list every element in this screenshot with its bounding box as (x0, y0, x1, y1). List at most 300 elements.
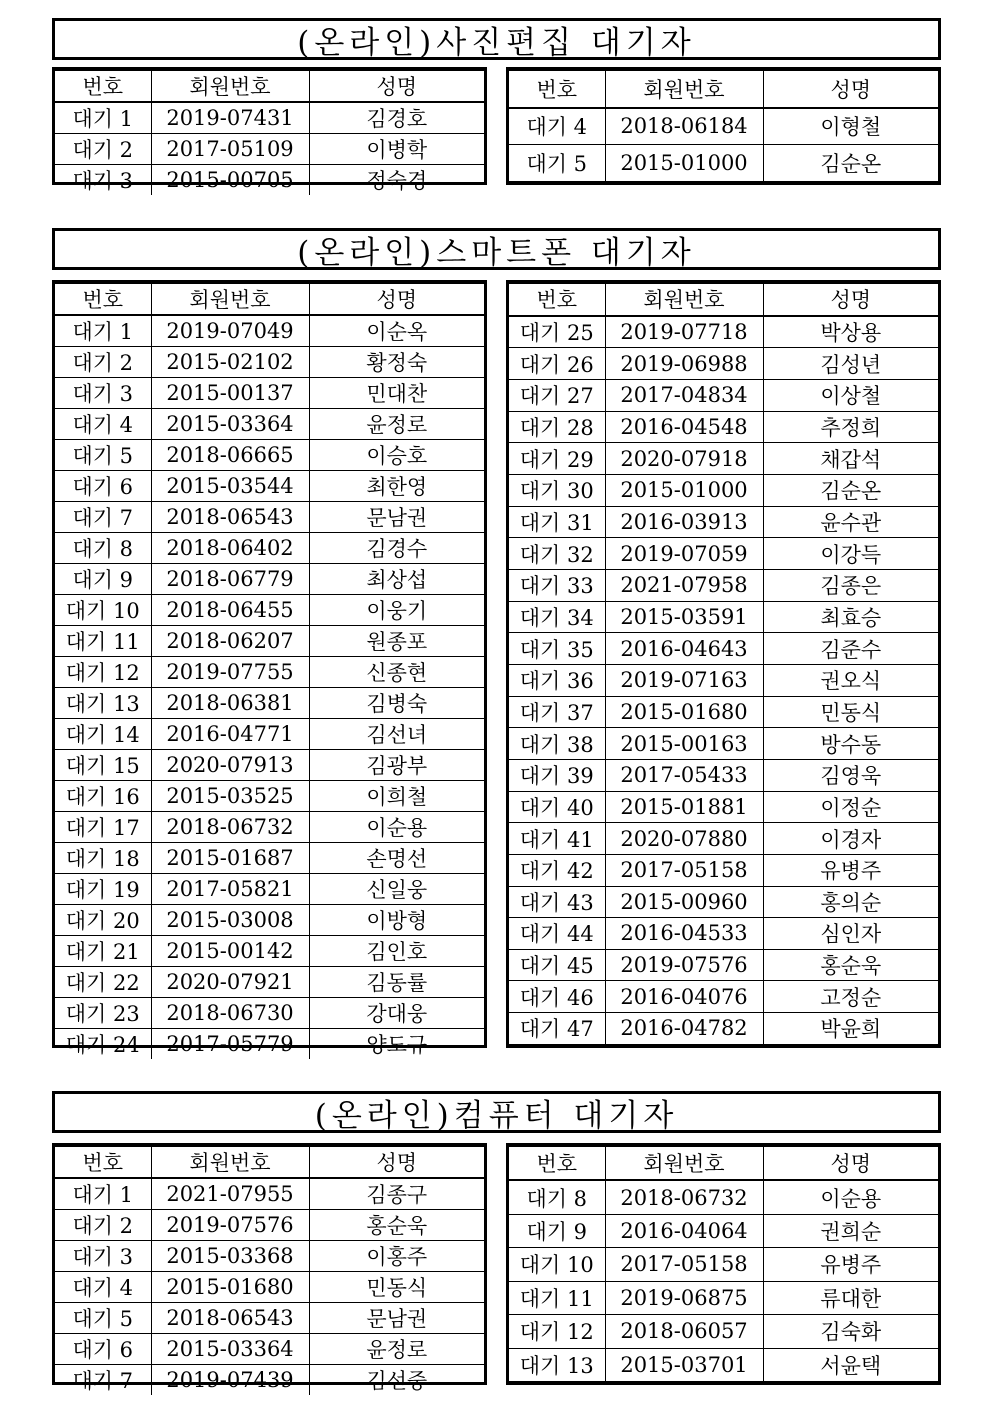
cell-name (763, 1381, 938, 1382)
cell-name: 이형철 (763, 108, 938, 145)
cell-member-id: 2015-03368 (151, 1241, 309, 1272)
cell-wait-no: 대기 47 (509, 1013, 605, 1045)
cell-name: 김성년 (763, 348, 938, 380)
cell-member-id: 2017-05821 (151, 874, 309, 905)
cell-member-id: 2018-06381 (151, 688, 309, 719)
cell-wait-no: 대기 43 (509, 886, 605, 918)
table-row (55, 626, 484, 657)
cell-member-id: 2018-06730 (151, 998, 309, 1029)
cell-name: 강대웅 (309, 998, 484, 1029)
table-row (509, 854, 938, 886)
cell-member-id: 2020-07913 (151, 750, 309, 781)
cell-member-id: 2019-06875 (605, 1281, 763, 1314)
cell-wait-no: 대기 25 (509, 316, 605, 348)
cell-member-id: 2015-03544 (151, 471, 309, 502)
table-row (509, 474, 938, 506)
cell-wait-no: 대기 34 (509, 601, 605, 633)
cell-member-id (605, 181, 763, 182)
table-row (55, 378, 484, 409)
table-row (509, 918, 938, 950)
section-title: (온라인)컴퓨터 대기자 (52, 1091, 941, 1133)
cell-name: 이정순 (763, 791, 938, 823)
cell-name: 김준수 (763, 633, 938, 665)
cell-member-id: 2017-04834 (605, 380, 763, 412)
cell-member-id: 2015-00960 (605, 886, 763, 918)
cell-name: 김광부 (309, 750, 484, 781)
cell-member-id: 2019-07576 (605, 949, 763, 981)
cell-wait-no: 대기 9 (55, 564, 151, 595)
cell-wait-no: 대기 4 (509, 108, 605, 145)
table-row (55, 750, 484, 781)
cell-member-id: 2016-04064 (605, 1214, 763, 1247)
cell-member-id: 2016-04076 (605, 981, 763, 1013)
cell-member-id: 2015-02102 (151, 347, 309, 378)
table-row (509, 348, 938, 380)
table-row (55, 998, 484, 1029)
cell-wait-no: 대기 1 (55, 102, 151, 134)
table-row (509, 791, 938, 823)
cell-member-id: 2016-04782 (605, 1013, 763, 1045)
cell-wait-no: 대기 10 (509, 1248, 605, 1281)
table-row (509, 1315, 938, 1348)
cell-member-id: 2015-00142 (151, 936, 309, 967)
cell-wait-no: 대기 31 (509, 506, 605, 538)
cell-member-id: 2019-06988 (605, 348, 763, 380)
cell-name: 손명선 (309, 843, 484, 874)
header-name: 성명 (309, 284, 484, 316)
table-row (509, 1348, 938, 1381)
cell-member-id: 2015-00137 (151, 378, 309, 409)
cell-wait-no: 대기 28 (509, 411, 605, 443)
cell-name: 권희순 (763, 1214, 938, 1247)
table-row (55, 1365, 484, 1396)
cell-name: 김선녀 (309, 719, 484, 750)
table-row (55, 471, 484, 502)
cell-wait-no: 대기 29 (509, 443, 605, 475)
waitlist-table-right (506, 280, 941, 1048)
cell-wait-no: 대기 35 (509, 633, 605, 665)
cell-member-id (605, 1381, 763, 1382)
cell-member-id: 2019-07718 (605, 316, 763, 348)
cell-wait-no: 대기 14 (55, 719, 151, 750)
cell-name: 이경자 (763, 823, 938, 855)
cell-member-id: 2020-07918 (605, 443, 763, 475)
table-row (509, 759, 938, 791)
section-computer (52, 1091, 941, 1393)
cell-name: 권오식 (763, 664, 938, 696)
cell-member-id: 2021-07955 (151, 1178, 309, 1210)
waitlist-table-left (52, 280, 487, 1057)
cell-member-id: 2015-01881 (605, 791, 763, 823)
header-member-id: 회원번호 (151, 284, 309, 316)
cell-name: 황정숙 (309, 347, 484, 378)
cell-name: 김인호 (309, 936, 484, 967)
table-row (509, 380, 938, 412)
cell-member-id: 2015-01680 (605, 696, 763, 728)
cell-name: 박상용 (763, 316, 938, 348)
table-header-row (55, 284, 484, 316)
cell-member-id: 2019-07576 (151, 1210, 309, 1241)
cell-member-id: 2019-07049 (151, 315, 309, 347)
cell-name: 최한영 (309, 471, 484, 502)
cell-wait-no: 대기 45 (509, 949, 605, 981)
waitlist-table (55, 1146, 484, 1395)
table-header-row (509, 71, 938, 108)
cell-name: 김숙화 (763, 1315, 938, 1348)
cell-name: 양도규 (309, 1029, 484, 1060)
table-row (509, 411, 938, 443)
cell-wait-no: 대기 36 (509, 664, 605, 696)
cell-name: 이순옥 (309, 315, 484, 347)
table-row (509, 506, 938, 538)
header-member-id: 회원번호 (151, 71, 309, 103)
cell-member-id: 2018-06455 (151, 595, 309, 626)
cell-name: 김순온 (763, 145, 938, 182)
cell-wait-no: 대기 30 (509, 474, 605, 506)
waitlist-table-right (506, 67, 941, 185)
cell-name: 윤정로 (309, 1334, 484, 1365)
table-row (509, 1044, 938, 1045)
cell-member-id: 2015-01000 (605, 145, 763, 182)
cell-member-id: 2017-05158 (605, 854, 763, 886)
table-row (55, 564, 484, 595)
table-row (55, 967, 484, 998)
table-row (509, 886, 938, 918)
table-row (55, 1178, 484, 1210)
table-row (55, 315, 484, 347)
cell-name: 홍순욱 (309, 1210, 484, 1241)
table-row (509, 1180, 938, 1214)
cell-wait-no (509, 1381, 605, 1382)
table-row (55, 1303, 484, 1334)
cell-wait-no: 대기 12 (55, 657, 151, 688)
cell-name: 유병주 (763, 1248, 938, 1281)
cell-wait-no: 대기 2 (55, 1210, 151, 1241)
cell-wait-no: 대기 11 (509, 1281, 605, 1314)
section-title: (온라인)스마트폰 대기자 (52, 228, 941, 270)
cell-member-id: 2019-07163 (605, 664, 763, 696)
cell-member-id: 2018-06184 (605, 108, 763, 145)
cell-member-id: 2018-06402 (151, 533, 309, 564)
table-row (509, 633, 938, 665)
header-name: 성명 (763, 284, 938, 316)
table-row (55, 440, 484, 471)
cell-name: 윤정로 (309, 409, 484, 440)
cell-member-id: 2015-03591 (605, 601, 763, 633)
table-row (55, 719, 484, 750)
cell-member-id: 2018-06057 (605, 1315, 763, 1348)
waitlist-table (509, 70, 938, 182)
cell-name: 윤수관 (763, 506, 938, 538)
cell-wait-no: 대기 39 (509, 759, 605, 791)
cell-name: 유병주 (763, 854, 938, 886)
cell-wait-no: 대기 6 (55, 1334, 151, 1365)
cell-name: 심인자 (763, 918, 938, 950)
cell-member-id: 2019-07059 (605, 538, 763, 570)
cell-name: 김종은 (763, 569, 938, 601)
cell-wait-no: 대기 16 (55, 781, 151, 812)
cell-name: 방수동 (763, 728, 938, 760)
table-row (509, 538, 938, 570)
cell-name: 채갑석 (763, 443, 938, 475)
header-member-id: 회원번호 (605, 1147, 763, 1181)
cell-name: 최효승 (763, 601, 938, 633)
header-no: 번호 (509, 1147, 605, 1181)
cell-member-id: 2016-04533 (605, 918, 763, 950)
cell-member-id: 2015-01000 (605, 474, 763, 506)
table-row (509, 1248, 938, 1281)
cell-name: 추정희 (763, 411, 938, 443)
cell-name: 최상섭 (309, 564, 484, 595)
cell-name: 이희철 (309, 781, 484, 812)
cell-name: 김종구 (309, 1178, 484, 1210)
table-row (55, 1210, 484, 1241)
cell-name: 문남권 (309, 1303, 484, 1334)
table-row (55, 1272, 484, 1303)
cell-name: 김순온 (763, 474, 938, 506)
table-row (55, 165, 484, 196)
cell-name: 김영욱 (763, 759, 938, 791)
cell-wait-no: 대기 44 (509, 918, 605, 950)
cell-member-id: 2016-04548 (605, 411, 763, 443)
cell-wait-no: 대기 33 (509, 569, 605, 601)
cell-wait-no: 대기 1 (55, 315, 151, 347)
table-row (55, 409, 484, 440)
cell-wait-no: 대기 37 (509, 696, 605, 728)
cell-wait-no: 대기 5 (509, 145, 605, 182)
table-row (509, 443, 938, 475)
table-row (55, 347, 484, 378)
header-no: 번호 (55, 71, 151, 103)
cell-wait-no: 대기 18 (55, 843, 151, 874)
cell-member-id: 2018-06543 (151, 502, 309, 533)
cell-wait-no: 대기 4 (55, 409, 151, 440)
table-row (55, 502, 484, 533)
table-row (55, 688, 484, 719)
waitlist-table (509, 1146, 938, 1382)
cell-wait-no: 대기 23 (55, 998, 151, 1029)
table-row (509, 569, 938, 601)
cell-name: 이방형 (309, 905, 484, 936)
cell-member-id: 2016-04643 (605, 633, 763, 665)
cell-wait-no: 대기 32 (509, 538, 605, 570)
cell-name: 서윤택 (763, 1348, 938, 1381)
cell-member-id: 2018-06207 (151, 626, 309, 657)
cell-wait-no: 대기 9 (509, 1214, 605, 1247)
cell-wait-no: 대기 42 (509, 854, 605, 886)
cell-name: 민대찬 (309, 378, 484, 409)
cell-wait-no: 대기 1 (55, 1178, 151, 1210)
table-row (55, 843, 484, 874)
header-name: 성명 (763, 1147, 938, 1181)
table-row (55, 102, 484, 134)
section-title: (온라인)사진편집 대기자 (52, 18, 941, 60)
cell-wait-no: 대기 13 (509, 1348, 605, 1381)
cell-name: 이상철 (763, 380, 938, 412)
table-row (509, 823, 938, 855)
cell-name: 민동식 (309, 1272, 484, 1303)
cell-wait-no: 대기 24 (55, 1029, 151, 1060)
cell-wait-no: 대기 11 (55, 626, 151, 657)
cell-wait-no: 대기 22 (55, 967, 151, 998)
cell-member-id (605, 1044, 763, 1045)
cell-member-id: 2015-03525 (151, 781, 309, 812)
cell-name: 김경수 (309, 533, 484, 564)
cell-name: 박윤희 (763, 1013, 938, 1045)
table-row (509, 601, 938, 633)
cell-wait-no: 대기 27 (509, 380, 605, 412)
table-row (509, 145, 938, 182)
cell-member-id: 2019-07439 (151, 1365, 309, 1396)
cell-name: 고정순 (763, 981, 938, 1013)
cell-wait-no: 대기 41 (509, 823, 605, 855)
cell-wait-no: 대기 46 (509, 981, 605, 1013)
cell-wait-no: 대기 2 (55, 134, 151, 165)
cell-member-id: 2015-00705 (151, 165, 309, 196)
cell-wait-no: 대기 3 (55, 378, 151, 409)
waitlist-table (509, 283, 938, 1045)
cell-wait-no: 대기 7 (55, 1365, 151, 1396)
cell-wait-no: 대기 38 (509, 728, 605, 760)
cell-member-id: 2019-07431 (151, 102, 309, 134)
header-member-id: 회원번호 (151, 1147, 309, 1179)
cell-member-id: 2015-03364 (151, 1334, 309, 1365)
cell-wait-no: 대기 2 (55, 347, 151, 378)
table-header-row (509, 1147, 938, 1181)
cell-name: 이강득 (763, 538, 938, 570)
table-row (55, 134, 484, 165)
cell-name: 홍순욱 (763, 949, 938, 981)
cell-wait-no: 대기 12 (509, 1315, 605, 1348)
table-row (55, 657, 484, 688)
header-member-id: 회원번호 (605, 71, 763, 108)
waitlist-table (55, 70, 484, 195)
header-name: 성명 (309, 1147, 484, 1179)
header-name: 성명 (309, 71, 484, 103)
cell-name: 정숙경 (309, 165, 484, 196)
cell-wait-no: 대기 8 (55, 533, 151, 564)
cell-member-id: 2017-05109 (151, 134, 309, 165)
cell-member-id: 2021-07958 (605, 569, 763, 601)
header-no: 번호 (55, 284, 151, 316)
cell-name: 이병학 (309, 134, 484, 165)
header-name: 성명 (763, 71, 938, 108)
cell-member-id: 2015-00163 (605, 728, 763, 760)
cell-member-id: 2015-01680 (151, 1272, 309, 1303)
cell-wait-no: 대기 20 (55, 905, 151, 936)
cell-wait-no: 대기 4 (55, 1272, 151, 1303)
cell-wait-no: 대기 3 (55, 1241, 151, 1272)
header-no: 번호 (509, 284, 605, 316)
cell-member-id: 2018-06543 (151, 1303, 309, 1334)
table-row (509, 108, 938, 145)
cell-member-id: 2020-07880 (605, 823, 763, 855)
cell-wait-no: 대기 17 (55, 812, 151, 843)
waitlist-table-left (52, 1143, 487, 1393)
cell-name: 이순용 (763, 1180, 938, 1214)
cell-wait-no: 대기 10 (55, 595, 151, 626)
table-row (509, 664, 938, 696)
table-row (55, 595, 484, 626)
cell-member-id: 2015-01687 (151, 843, 309, 874)
waitlist-table (55, 283, 484, 1059)
section-photo-editing (52, 18, 941, 193)
cell-wait-no: 대기 26 (509, 348, 605, 380)
cell-name: 이순용 (309, 812, 484, 843)
cell-member-id: 2017-05158 (605, 1248, 763, 1281)
cell-member-id: 2016-04771 (151, 719, 309, 750)
cell-wait-no: 대기 19 (55, 874, 151, 905)
cell-wait-no (509, 181, 605, 182)
waitlist-table-left (52, 67, 487, 193)
cell-name: 이웅기 (309, 595, 484, 626)
table-row (55, 905, 484, 936)
table-row (509, 728, 938, 760)
cell-name: 이홍주 (309, 1241, 484, 1272)
cell-name: 류대한 (763, 1281, 938, 1314)
header-no: 번호 (55, 1147, 151, 1179)
table-row (509, 696, 938, 728)
cell-name: 원종포 (309, 626, 484, 657)
cell-member-id: 2019-07755 (151, 657, 309, 688)
cell-wait-no (509, 1044, 605, 1045)
table-row (509, 1281, 938, 1314)
table-row (509, 949, 938, 981)
cell-wait-no: 대기 7 (55, 502, 151, 533)
table-row (55, 1334, 484, 1365)
cell-wait-no: 대기 3 (55, 165, 151, 196)
cell-member-id: 2020-07921 (151, 967, 309, 998)
table-row (509, 316, 938, 348)
cell-wait-no: 대기 40 (509, 791, 605, 823)
cell-member-id: 2015-03364 (151, 409, 309, 440)
cell-name: 신종현 (309, 657, 484, 688)
cell-name: 김경호 (309, 102, 484, 134)
table-row (509, 181, 938, 182)
cell-name: 민동식 (763, 696, 938, 728)
header-member-id: 회원번호 (605, 284, 763, 316)
section-smartphone (52, 228, 941, 1057)
cell-member-id: 2016-03913 (605, 506, 763, 538)
cell-wait-no: 대기 21 (55, 936, 151, 967)
cell-wait-no: 대기 6 (55, 471, 151, 502)
cell-name: 김동률 (309, 967, 484, 998)
cell-wait-no: 대기 8 (509, 1180, 605, 1214)
cell-member-id: 2017-05779 (151, 1029, 309, 1060)
table-header-row (509, 284, 938, 316)
table-header-row (55, 1147, 484, 1179)
cell-member-id: 2018-06665 (151, 440, 309, 471)
cell-wait-no: 대기 15 (55, 750, 151, 781)
cell-wait-no: 대기 13 (55, 688, 151, 719)
cell-member-id: 2015-03701 (605, 1348, 763, 1381)
cell-name: 신일웅 (309, 874, 484, 905)
cell-name: 김선중 (309, 1365, 484, 1396)
cell-member-id: 2018-06779 (151, 564, 309, 595)
cell-name: 김병숙 (309, 688, 484, 719)
table-row (509, 1013, 938, 1045)
table-row (55, 812, 484, 843)
table-row (509, 1381, 938, 1382)
cell-member-id: 2018-06732 (151, 812, 309, 843)
table-row (55, 781, 484, 812)
cell-wait-no: 대기 5 (55, 440, 151, 471)
cell-name (763, 181, 938, 182)
header-no: 번호 (509, 71, 605, 108)
cell-name: 홍의순 (763, 886, 938, 918)
cell-name (763, 1044, 938, 1045)
table-row (55, 936, 484, 967)
